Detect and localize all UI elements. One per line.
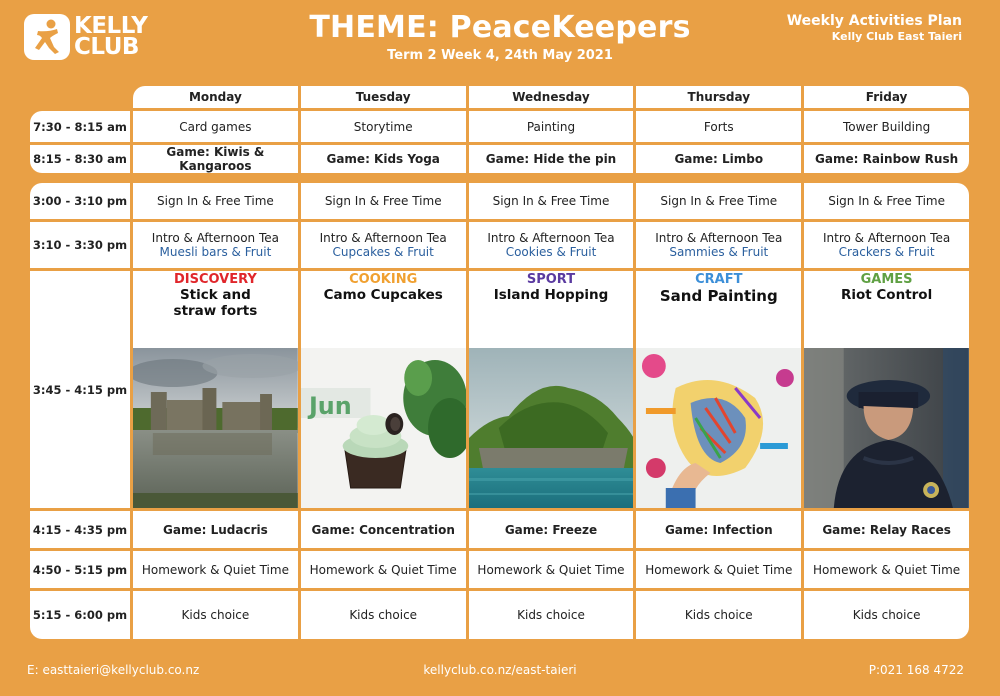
tea-cell <box>636 222 801 268</box>
activity-cell: Sign In & Free Time <box>469 183 634 219</box>
time-cell: 3:10 - 3:30 pm <box>30 222 130 268</box>
tea-cell <box>301 222 466 268</box>
game-cell: Game: Rainbow Rush <box>804 145 969 173</box>
logo-line-1: KELLY <box>74 13 148 39</box>
activity-category: DISCOVERY <box>173 272 257 287</box>
activity-category: COOKING <box>349 272 418 287</box>
game-cell: Game: Kids Yoga <box>301 145 466 173</box>
game-cell: Game: Limbo <box>636 145 801 173</box>
game-cell: Game: Hide the pin <box>469 145 634 173</box>
activity-title: Stick and straw forts <box>173 287 258 319</box>
logo-line-2: CLUB <box>74 34 139 60</box>
activity-cell: Sign In & Free Time <box>804 183 969 219</box>
footer-phone: P:021 168 4722 <box>868 663 964 677</box>
activity-cell: Sign In & Free Time <box>133 183 298 219</box>
time-cell: 4:50 - 5:15 pm <box>30 551 130 588</box>
table-row <box>30 145 969 173</box>
activity-cell: Kids choice <box>133 591 298 639</box>
footer-website: kellyclub.co.nz/east-taieri <box>423 663 577 677</box>
activity-cell: Kids choice <box>469 591 634 639</box>
activity-feature-cell <box>804 271 969 508</box>
day-header: Tuesday <box>301 86 466 108</box>
game-cell: Game: Infection <box>636 511 801 548</box>
header-blank-cell <box>30 86 130 108</box>
activity-feature-cell <box>301 271 466 508</box>
snack-text: Cupcakes & Fruit <box>332 245 434 259</box>
page-subtitle: Term 2 Week 4, 24th May 2021 <box>387 48 613 63</box>
svg-text:Jun: Jun <box>308 391 352 421</box>
table-row <box>30 591 969 639</box>
time-cell: 8:15 - 8:30 am <box>30 145 130 173</box>
activity-cell: Kids choice <box>636 591 801 639</box>
mint-cupcake-image <box>301 348 466 508</box>
snack-text: Cookies & Fruit <box>505 245 597 259</box>
activity-cell: Sign In & Free Time <box>301 183 466 219</box>
activity-cell: Sign In & Free Time <box>636 183 801 219</box>
game-cell: Game: Freeze <box>469 511 634 548</box>
snack-text: Muesli bars & Fruit <box>159 245 272 259</box>
game-cell: Game: Ludacris <box>133 511 298 548</box>
time-cell: 7:30 - 8:15 am <box>30 111 130 142</box>
colorful-painting-image <box>636 348 801 508</box>
tea-cell <box>133 222 298 268</box>
green-island-image <box>469 348 634 508</box>
table-row <box>30 111 969 142</box>
game-cell: Game: Kiwis & Kangaroos <box>133 145 298 173</box>
activity-cell: Homework & Quiet Time <box>133 551 298 588</box>
game-cell: Game: Concentration <box>301 511 466 548</box>
activity-title: Riot Control <box>840 287 933 303</box>
activity-cell: Card games <box>133 111 298 142</box>
activity-cell: Homework & Quiet Time <box>469 551 634 588</box>
tea-label: Intro & Afternoon Tea <box>822 231 951 245</box>
activity-cell: Homework & Quiet Time <box>804 551 969 588</box>
afternoon-schedule-table <box>27 180 972 642</box>
activity-title: Island Hopping <box>493 287 609 303</box>
snack-text: Crackers & Fruit <box>838 245 935 259</box>
time-cell: 5:15 - 6:00 pm <box>30 591 130 639</box>
day-header: Monday <box>133 86 298 108</box>
time-cell: 3:45 - 4:15 pm <box>30 271 130 508</box>
activity-category: GAMES <box>860 272 913 287</box>
table-row <box>30 551 969 588</box>
activity-cell: Kids choice <box>301 591 466 639</box>
activity-title: Sand Painting <box>659 287 778 305</box>
day-header: Wednesday <box>469 86 634 108</box>
tea-label: Intro & Afternoon Tea <box>319 231 447 245</box>
day-header: Thursday <box>636 86 801 108</box>
activity-title: Camo Cupcakes <box>323 287 443 303</box>
tea-label: Intro & Afternoon Tea <box>151 231 279 245</box>
morning-schedule-table <box>27 83 972 176</box>
table-row <box>30 511 969 548</box>
game-cell: Game: Relay Races <box>804 511 969 548</box>
activity-cell: Tower Building <box>804 111 969 142</box>
activity-category: SPORT <box>526 272 576 287</box>
day-header-row <box>30 86 969 108</box>
police-officer-image <box>804 348 969 508</box>
activity-category: CRAFT <box>695 272 743 287</box>
activity-cell: Forts <box>636 111 801 142</box>
footer-email: E: easttaieri@kellyclub.co.nz <box>27 663 200 677</box>
table-row <box>30 183 969 219</box>
activity-feature-cell <box>636 271 801 508</box>
activity-cell: Storytime <box>301 111 466 142</box>
activity-cell: Painting <box>469 111 634 142</box>
tea-label: Intro & Afternoon Tea <box>487 231 615 245</box>
plan-info <box>787 13 962 43</box>
day-header: Friday <box>804 86 969 108</box>
plan-location: Kelly Club East Taieri <box>831 30 962 43</box>
activity-cell: Homework & Quiet Time <box>301 551 466 588</box>
activity-feature-cell <box>469 271 634 508</box>
table-row <box>30 222 969 268</box>
tea-cell <box>804 222 969 268</box>
tea-label: Intro & Afternoon Tea <box>655 231 783 245</box>
time-cell: 3:00 - 3:10 pm <box>30 183 130 219</box>
activity-row <box>30 271 969 508</box>
tea-cell <box>469 222 634 268</box>
time-cell: 4:15 - 4:35 pm <box>30 511 130 548</box>
page-title: THEME: PeaceKeepers <box>309 10 691 45</box>
plan-title: Weekly Activities Plan <box>786 13 962 29</box>
castle-landscape-image <box>133 348 298 508</box>
activity-feature-cell <box>133 271 298 508</box>
activity-cell: Kids choice <box>804 591 969 639</box>
activity-cell: Homework & Quiet Time <box>636 551 801 588</box>
snack-text: Sammies & Fruit <box>669 245 769 259</box>
